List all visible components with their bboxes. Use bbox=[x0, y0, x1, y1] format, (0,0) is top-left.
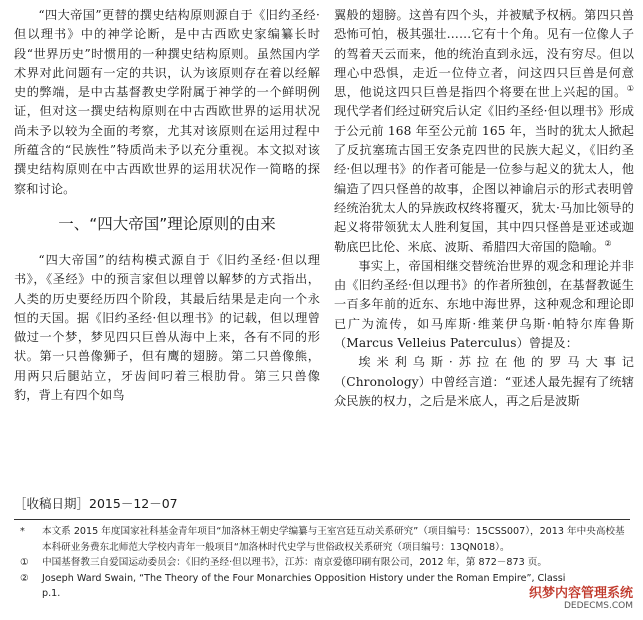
watermark-title: 织梦内容管理系统 bbox=[528, 586, 633, 601]
paragraph: “四大帝国”的结构模式源自于《旧约圣经·但以理书》，《圣经》中的预言家但以理曾以解梦的方式指出，人类的历史要经历四个阶段，其最后结果是走向一个永恒的天国。据《旧约圣经·但以理书》的记载，但以理曾做过一个梦，梦见四只巨兽从海中上来，各有不同的形状。第一只兽像狮子，但有鹰的翅膀。第二只兽像熊，用两只后腿站立，牙齿间叼着三根肋骨。第三只兽像豹，背上有四个如鸟 bbox=[14, 252, 320, 403]
paragraph-text: 翼般的翅膀。这兽有四个头，并被赋予权柄。第四只兽恐怖可怕，极其强壮……它有十个角。见有一位像人子的驾着天云而来，他的统治直到永远，没有穷尽。但以理心中恐惧，走近一位侍立者，问这四只巨兽是何意思，他说这四只巨兽是指四个将要在世上兴起的国。 bbox=[334, 8, 634, 100]
section-heading: 一、“四大帝国”理论原则的由来 bbox=[58, 214, 276, 233]
footnote bbox=[14, 555, 630, 571]
footnote-ref[interactable]: ① bbox=[626, 84, 634, 94]
footnote-continuation: p.1. bbox=[42, 588, 61, 599]
right-column bbox=[334, 6, 634, 411]
footnote-text: 本文系 2015 年度国家社科基金青年项目“加洛林王朝史学编纂与王室宫廷互动关系研究”（项目编号：15CSS007），2013 年中央高校基本科研业务费东北师范大学校内青年一般项目“加洛林时代史学与世俗政权关系研究（项目编号：13QN018）。 bbox=[42, 526, 625, 553]
intro-paragraph: “四大帝国”更替的撰史结构原则源自于《旧约圣经·但以理书》中的神学论断，是中古西欧史家编纂长时段“世界历史”时惯用的一种撰史结构原则。虽然国内学术界对此问题有一定的共识，认为该原则存在着以经解史的弊端，是中古基督教史学附属于神学的一个鲜明例证，但对这一撰史结构原则在中古西欧世界的运用状况尚未予以较为全面的考察，尤其对该原则在运用过程中所蕴含的“民族性”特质尚未予以充分重视。本文拟对该撰史结构原则在中古西欧世界的运用状况作一简略的探察和讨论。 bbox=[14, 8, 320, 196]
paragraph-continued bbox=[334, 6, 634, 257]
paragraph-text: 现代学者们经过研究后认定《旧约圣经·但以理书》形成于公元前 168 年至公元前 165 年，当时的犹太人掀起了反抗塞琉古国王安条克四世的民族大起义，《旧约圣经·但以理书》的作者可能是一位参与起义的犹太人，他编造了四只怪兽的故事，企图以神谕启示的形式表明曾经统治犹太人的异族政权终将覆灭，犹太·马加比领导的起义将带领犹太人胜利复国，其中四只怪兽是亚述或迦勒底巴比伦、米底、波斯、希腊四大帝国的隐喻。 bbox=[334, 104, 634, 254]
left-column bbox=[14, 6, 320, 405]
watermark-subtitle: DEDECMS.COM bbox=[564, 601, 633, 611]
received-date-value: 2015－12－07 bbox=[89, 496, 178, 511]
footnote-text: Joseph Ward Swain, “The Theory of the Four Monarchies Opposition History under the Roman Empire”, Classi bbox=[42, 572, 566, 584]
footnote-ref[interactable]: ② bbox=[604, 238, 612, 248]
footnote bbox=[14, 524, 630, 555]
paragraph: 事实上，帝国相继交替统治世界的观念和理论并非由《旧约圣经·但以理书》的作者所独创，在基督教诞生一百多年前的近东、东地中海世界，这种观念和理论即已广为流传，如马库斯·维莱伊乌斯·帕特尔库鲁斯（Marcus Velleius Paterculus）曾提及： bbox=[334, 258, 634, 351]
watermark-logo bbox=[529, 586, 633, 612]
block-quote: 埃米利乌斯·苏拉在他的罗马大事记（Chronology）中曾经言道：“亚述人最先握有了统辖众民族的权力，之后是米底人，再之后是波斯 bbox=[334, 355, 634, 408]
footnote-text: 中国基督教三自爱国运动委员会：《旧约圣经·但以理书》，江苏：南京爱德印刷有限公司，2012 年，第 872－873 页。 bbox=[42, 557, 547, 568]
footnote-mark: ① bbox=[20, 557, 29, 568]
footnote-mark: * bbox=[20, 526, 25, 537]
footnote-mark: ② bbox=[20, 572, 29, 584]
received-label: ［收稿日期］ bbox=[14, 496, 90, 511]
footnote-divider bbox=[14, 519, 630, 520]
received-date bbox=[14, 494, 178, 512]
footnote bbox=[14, 571, 630, 587]
